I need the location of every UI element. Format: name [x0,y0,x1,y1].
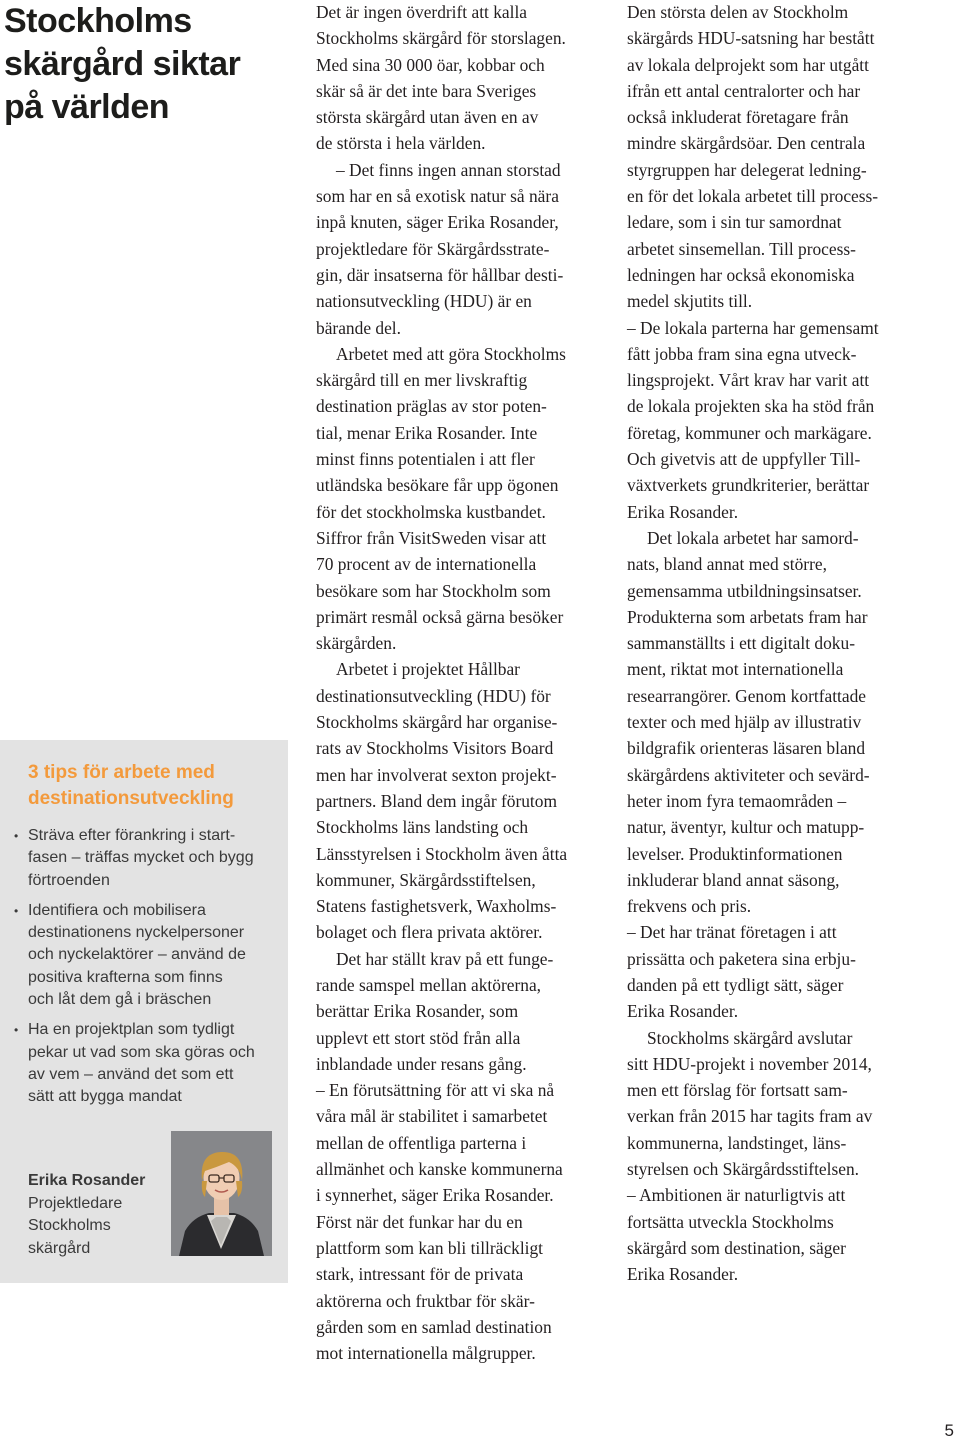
article-text-line: medel skjutits till. [627,291,753,312]
article-text-line: största skärgård utan även en av [316,107,539,128]
article-text-line: men har involverat sexton projekt- [316,764,557,785]
article-text-line: lingsprojekt. Vårt krav har varit att [627,370,870,391]
article-text-line: kommuner, Skärgårdsstiftelsen, [316,869,536,890]
article-text-line: men ett förslag för fortsatt sam- [627,1080,848,1101]
article-text-line: Med sina 30 000 öar, kobbar och [316,54,545,75]
article-text-line: texter och med hjälp av illustrativ [627,712,862,733]
article-text-line: fortsätta utveckla Stockholms [627,1211,834,1232]
article-text-line: mindre skärgårdsöar. Den centrala [627,133,866,154]
person-name: Erika Rosander [28,1172,146,1189]
article-text-line: ifrån ett antal centralorter och har [627,80,861,101]
article-text-line: projektledare för Skärgårdsstrate- [316,238,550,259]
tip-line: förtroenden [28,871,110,889]
article-text-line: mot internationella målgrupper. [316,1343,536,1364]
article-text-line: Det är ingen överdrift att kalla [316,2,528,22]
article-column-1 [316,0,622,1366]
article-text-line: Den största delen av Stockholm [627,2,849,22]
article-text-line: plattform som kan bli tillräckligt [316,1237,544,1258]
tip-line: Sträva efter förankring i start- [28,827,236,844]
article-text-line: levelser. Produktinformationen [627,843,843,864]
article-text-line: 70 procent av de internationella [316,554,537,575]
article-text-line: utländska besökare får upp ögonen [316,475,559,496]
article-text-line: Statens fastighetsverk, Waxholms- [316,896,557,917]
article-text-line: Stockholms skärgård har organise- [316,712,558,733]
article-text-line: Arbetet med att göra Stockholms [336,343,566,364]
article-text-line: Länsstyrelsen i Stockholm även åtta [316,843,568,864]
article-text-line: verkan från 2015 har tagits fram av [627,1106,873,1127]
article-text-line: Och givetvis att de uppfyller Till- [627,449,861,470]
article-text-line: styrelsen och Skärgårdsstiftelsen. [627,1159,859,1180]
article-text-line: gin, där insatserna för hållbar desti- [316,264,564,285]
tip-line: destinationens nyckelpersoner [28,924,245,942]
article-text-line: tial, menar Erika Rosander. Inte [316,422,538,443]
article-text-line: upplevt ett stort stöd från alla [316,1027,521,1048]
article-text-line: nats, bland annat med större, [627,554,827,575]
portrait-photo [171,1131,272,1256]
article-text-line: inkluderar bland annat säsong, [627,869,840,890]
article-text-line: skär så är det inte bara Sveriges [316,80,537,101]
bullet-icon: • [14,903,19,918]
article-text-line: gården som en samlad destination [316,1316,552,1337]
tips-title [28,760,284,812]
article-text-line: av lokala delprojekt som har utgått [627,54,869,75]
tip-line: Identifiera och mobilisera [28,901,206,919]
bullet-icon: • [14,1023,19,1038]
article-text-line: kommunerna, landstinget, läns- [627,1132,847,1153]
article-text-line: en för det lokala arbetet till process- [627,186,879,207]
article-text-line: Siffror från VisitSweden visar att [316,527,547,548]
article-text-line: natur, äventyr, kultur och matupp- [627,817,865,838]
tip-line: positiva krafterna som finns [28,968,223,986]
article-text-line: heter inom fyra temaområden – [627,790,847,811]
article-text-line: Stockholms skärgård avslutar [647,1027,853,1048]
bullet-icon: • [14,829,19,843]
person-role-line: skärgård [28,1239,91,1257]
article-text-line: ledningen har också ekonomiska [627,264,855,285]
article-text-line: skärgård som destination, säger [627,1237,846,1258]
article-text-line: Erika Rosander. [627,1264,739,1285]
article-text-line: växtverkets grundkriterier, berättar [627,475,870,496]
article-text-line: partners. Bland dem ingår förutom [316,790,557,811]
article-text-line: rats av Stockholms Visitors Board [316,738,554,759]
article-text-line: – Ambitionen är naturligtvis att [627,1185,846,1206]
article-text-line: i synnerhet, säger Erika Rosander. [316,1185,554,1206]
tip-line: och nyckelaktörer – använd de [28,946,246,964]
article-text-line: – Det har tränat företagen i att [627,922,837,943]
article-text-line: ledare, som i sin tur samordnat [627,212,842,233]
tip-line: och låt dem gå i bräschen [28,991,212,1009]
article-text-line: stark, intressant för de privata [316,1264,524,1285]
article-text-line: som har en så exotisk natur så nära [316,186,559,207]
article-text-line: Produkterna som arbetats fram har [627,606,868,627]
article-text-line: – De lokala parterna har gemensamt [627,317,879,338]
article-text-line: mellan de offentliga parterna i [316,1132,527,1153]
article-text-line: gemensamma utbildningsinsatser. [627,580,862,601]
article-text-line: inpå knuten, säger Erika Rosander, [316,212,559,233]
person-caption [28,1170,168,1260]
article-text-line: ment, riktat mot internationella [627,659,844,680]
tip-line: fasen – träffas mycket och bygg [28,849,254,867]
article-text-line: styrgruppen har delegerat ledning- [627,159,867,180]
article-text-line: researrangörer. Genom kortfattade [627,685,867,706]
tip-item [12,1019,284,1108]
article-text-line: Erika Rosander. [627,501,739,522]
article-text-line: sitt HDU-projekt i november 2014, [627,1053,872,1074]
article-text-line: – Det finns ingen annan storstad [336,159,561,180]
article-text-line: Erika Rosander. [627,1001,739,1022]
article-text-line: företag, kommuner och markägare. [627,422,872,443]
article-text-line: minst finns potentialen i att fler [316,449,535,470]
article-text-line: rande samspel mellan aktörerna, [316,974,542,995]
portrait-illustration [171,1131,272,1256]
article-text-line: arbetet sinsemellan. Till process- [627,238,856,259]
tips-title-line: 3 tips för arbete med [28,762,215,783]
article-headline [4,0,284,129]
article-text-line: allmänhet och kanske kommunerna [316,1159,563,1180]
tip-item [12,825,284,892]
tips-box [0,740,288,1283]
article-text-line: aktörerna och fruktbar för skär- [316,1290,535,1311]
article-text-line: också inkluderat företagare från [627,107,849,128]
article-text-line: skärgård till en mer livskraftig [316,370,528,391]
tip-line: av vem – använd det som ett [28,1065,234,1083]
article-text-line: bärande del. [316,317,401,338]
article-text-line: skärgårds HDU-satsning har bestått [627,28,875,49]
article-text-line: besökare som har Stockholm som [316,580,551,601]
article-text-line: Det har ställt krav på ett funge- [336,948,554,969]
page-number: 5 [944,1421,954,1440]
article-text-line: inblandade under resans gång. [316,1053,527,1074]
article-text-line: destinationsutveckling (HDU) för [316,685,551,706]
article-text-line: – En förutsättning för att vi ska nå [316,1080,555,1101]
article-text-line: nationsutveckling (HDU) är en [316,291,532,312]
tips-list [12,825,284,1117]
article-text-line: fått jobba fram sina egna utveck- [627,343,857,364]
article-text-line: Först när det funkar har du en [316,1211,523,1232]
article-text-line: Det lokala arbetet har samord- [647,527,859,548]
article-text-line: bildgrafik orienteras läsaren bland [627,738,866,759]
article-text-line: berättar Erika Rosander, som [316,1001,519,1022]
article-text-line: frekvens och pris. [627,896,752,917]
tip-line: sätt att bygga mandat [28,1088,182,1106]
headline-line: Stockholms [4,2,192,40]
person-role-line: Stockholms [28,1217,111,1234]
article-text-line: skärgården. [316,633,397,654]
article-text-line: destination präglas av stor poten- [316,396,547,417]
article-text-line: danden på ett tydligt sätt, säger [627,974,844,995]
headline-line: på världen [4,88,170,126]
article-text-line: Stockholms läns landsting och [316,817,529,838]
headline-line: skärgård siktar [4,45,241,83]
article-text-line: för det stockholmska kustbandet. [316,501,546,522]
article-column-2 [627,0,933,1288]
tip-line: Ha en projektplan som tydligt [28,1021,235,1039]
tip-line: pekar ut vad som ska göras och [28,1043,255,1061]
person-role-line: Projektledare [28,1194,123,1212]
article-text-line: de största i hela världen. [316,133,486,154]
tip-item [12,900,284,1011]
article-text-line: våra mål är stabilitet i samarbetet [316,1106,548,1127]
article-text-line: de lokala projekten ska ha stöd från [627,396,875,417]
article-text-line: prissätta och paketera sina erbju- [627,948,856,969]
article-text-line: sammanställts i ett digitalt doku- [627,633,855,654]
tips-title-line: destinationsutveckling [28,788,234,809]
article-text-line: skärgårdens aktiviteter och sevärd- [627,764,870,785]
article-text-line: Arbetet i projektet Hållbar [336,659,520,680]
article-text-line: bolaget och flera privata aktörer. [316,922,543,943]
article-text-line: Stockholms skärgård för storslagen. [316,28,566,49]
article-text-line: primärt resmål också gärna besöker [316,606,564,627]
